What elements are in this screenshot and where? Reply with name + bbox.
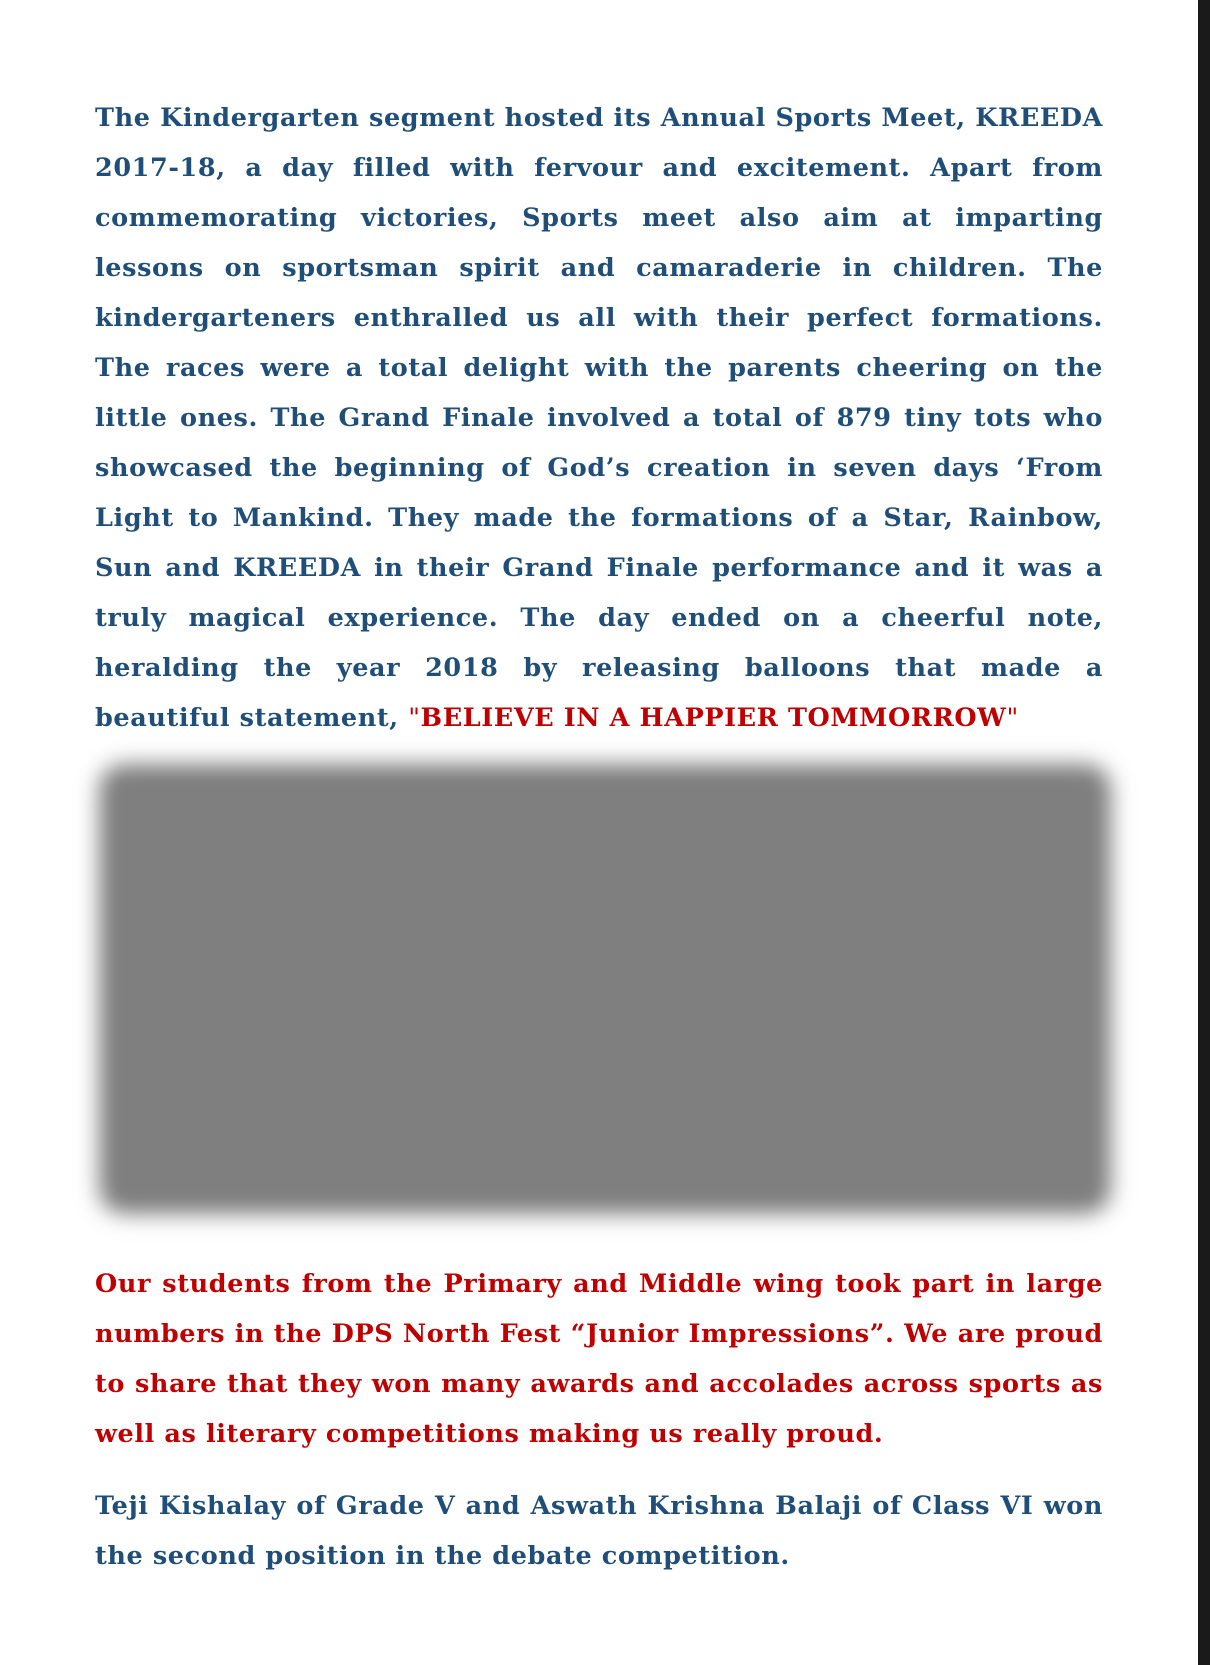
slogan: [408, 703, 1019, 733]
slogan-close-quote: ": [1006, 702, 1019, 733]
slogan-text: BELIEVE IN A HAPPIER TOMMORROW: [420, 702, 1007, 733]
kreeda-paragraph: [95, 93, 1103, 743]
junior-impressions-paragraph: Our students from the Primary and Middle wing took part in large numbers in the DPS North Fest “Junior Impressions”. We are proud to share that they won many awards and accolades across sports as well as literary competitions making us really proud.: [95, 1268, 1103, 1449]
debate-paragraph: Teji Kishalay of Grade V and Aswath Krishna Balaji of Class VI won the second position in the debate competition.: [95, 1490, 1103, 1571]
event-photo: [97, 748, 1115, 1228]
blurred-photo-image: [113, 778, 1097, 1200]
kreeda-paragraph-text: The Kindergarten segment hosted its Annual Sports Meet, KREEDA 2017-18, a day filled with fervour and excitement. Apart from commemorating victories, Sports meet also aim at imparting lessons on sportsman spirit and camaraderie in children. The kindergarteners enthralled us all with their perfect formations. The races were a total delight with the parents cheering on the little ones. The Grand Finale involved a total of 879 tiny tots who showcased the beginning of God’s creation in seven days ‘From Light to Mankind. They made the formations of a Star, Rainbow, Sun and KREEDA in their Grand Finale performance and it was a truly magical experience. The day ended on a cheerful note, heralding the year 2018 by releasing balloons that made a beautiful statement,: [95, 102, 1103, 733]
slogan-open-quote: ": [408, 702, 421, 733]
page-edge-border: [1198, 0, 1210, 1665]
